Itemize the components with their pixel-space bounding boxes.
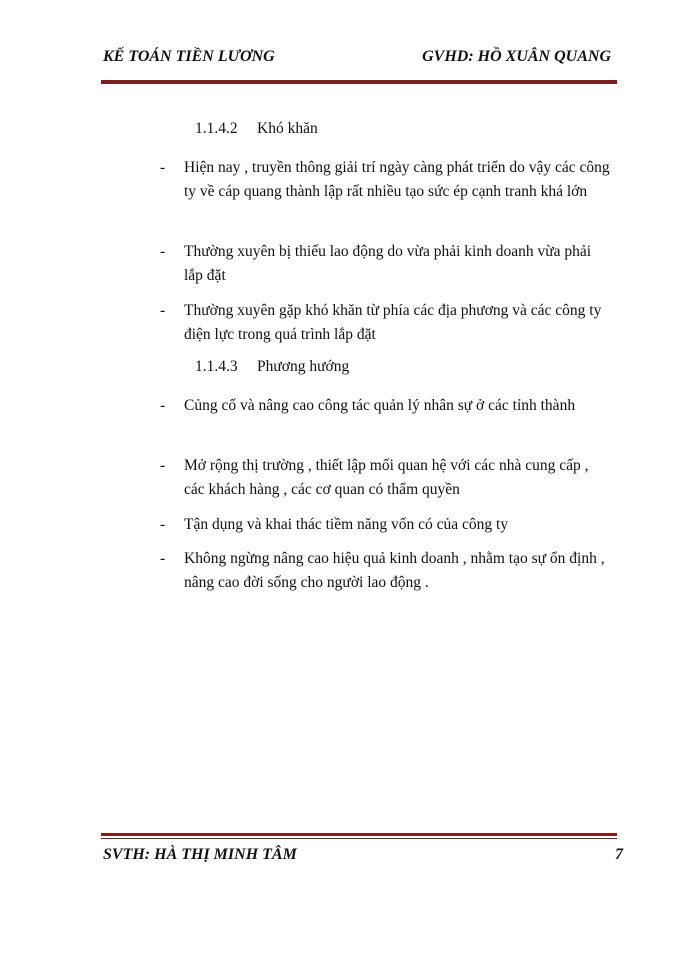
list-item-text: Tận dụng và khai thác tiềm năng vốn có của công ty: [184, 516, 509, 533]
list-item-text: Củng cố và nâng cao công tác quản lý nhân sự ở các tỉnh thành: [184, 397, 576, 414]
footer-student: SVTH: HÀ THỊ MINH TÂM: [103, 846, 297, 863]
bullet-dash: -: [160, 159, 166, 176]
list-item: [160, 394, 610, 418]
bullet-dash: -: [160, 397, 166, 414]
list-item-text: Hiện nay , truyền thông giải trí ngày càng phát triển do vậy các công ty về cáp quang thành lập rất nhiều tạo sức ép cạnh tranh khá lớn: [184, 159, 610, 200]
list-item-text: Không ngừng nâng cao hiệu quả kinh doanh , nhằm tạo sự ổn định , nâng cao đời sống cho người lao động .: [184, 550, 605, 591]
section-title: Phương hướng: [257, 358, 350, 375]
footer-rule: [101, 833, 617, 839]
list-item: [160, 513, 610, 537]
bullet-dash: -: [160, 516, 166, 533]
bullet-dash: -: [160, 457, 166, 474]
list-item: [160, 299, 610, 347]
list-item: [160, 156, 610, 204]
list-item-text: Thường xuyên bị thiếu lao động do vừa phải kinh doanh vừa phải lắp đặt: [184, 243, 592, 284]
section-number: 1.1.4.3: [195, 358, 238, 375]
section-number: 1.1.4.2: [195, 120, 238, 137]
header-rule: [101, 78, 617, 84]
list-item: [160, 547, 610, 595]
list-item: [160, 240, 610, 288]
bullet-dash: -: [160, 302, 166, 319]
section-heading-kho-khan: [195, 120, 318, 138]
page-number: 7: [615, 846, 623, 863]
page-footer: [103, 846, 623, 870]
bullet-dash: -: [160, 550, 166, 567]
list-item-text: Mở rộng thị trường , thiết lập mối quan hệ với các nhà cung cấp , các khách hàng , các cơ quan có thẩm quyền: [184, 457, 589, 498]
header-advisor: GVHD: HỒ XUÂN QUANG: [422, 48, 611, 65]
section-heading-phuong-huong: [195, 358, 349, 376]
bullet-dash: -: [160, 243, 166, 260]
page-header: [103, 48, 611, 72]
header-title: KẾ TOÁN TIỀN LƯƠNG: [103, 48, 275, 65]
section-title: Khó khăn: [257, 120, 318, 137]
list-item-text: Thường xuyên gặp khó khăn từ phía các địa phương và các công ty điện lực trong quá trình lắp đặt: [184, 302, 602, 343]
list-item: [160, 454, 610, 502]
